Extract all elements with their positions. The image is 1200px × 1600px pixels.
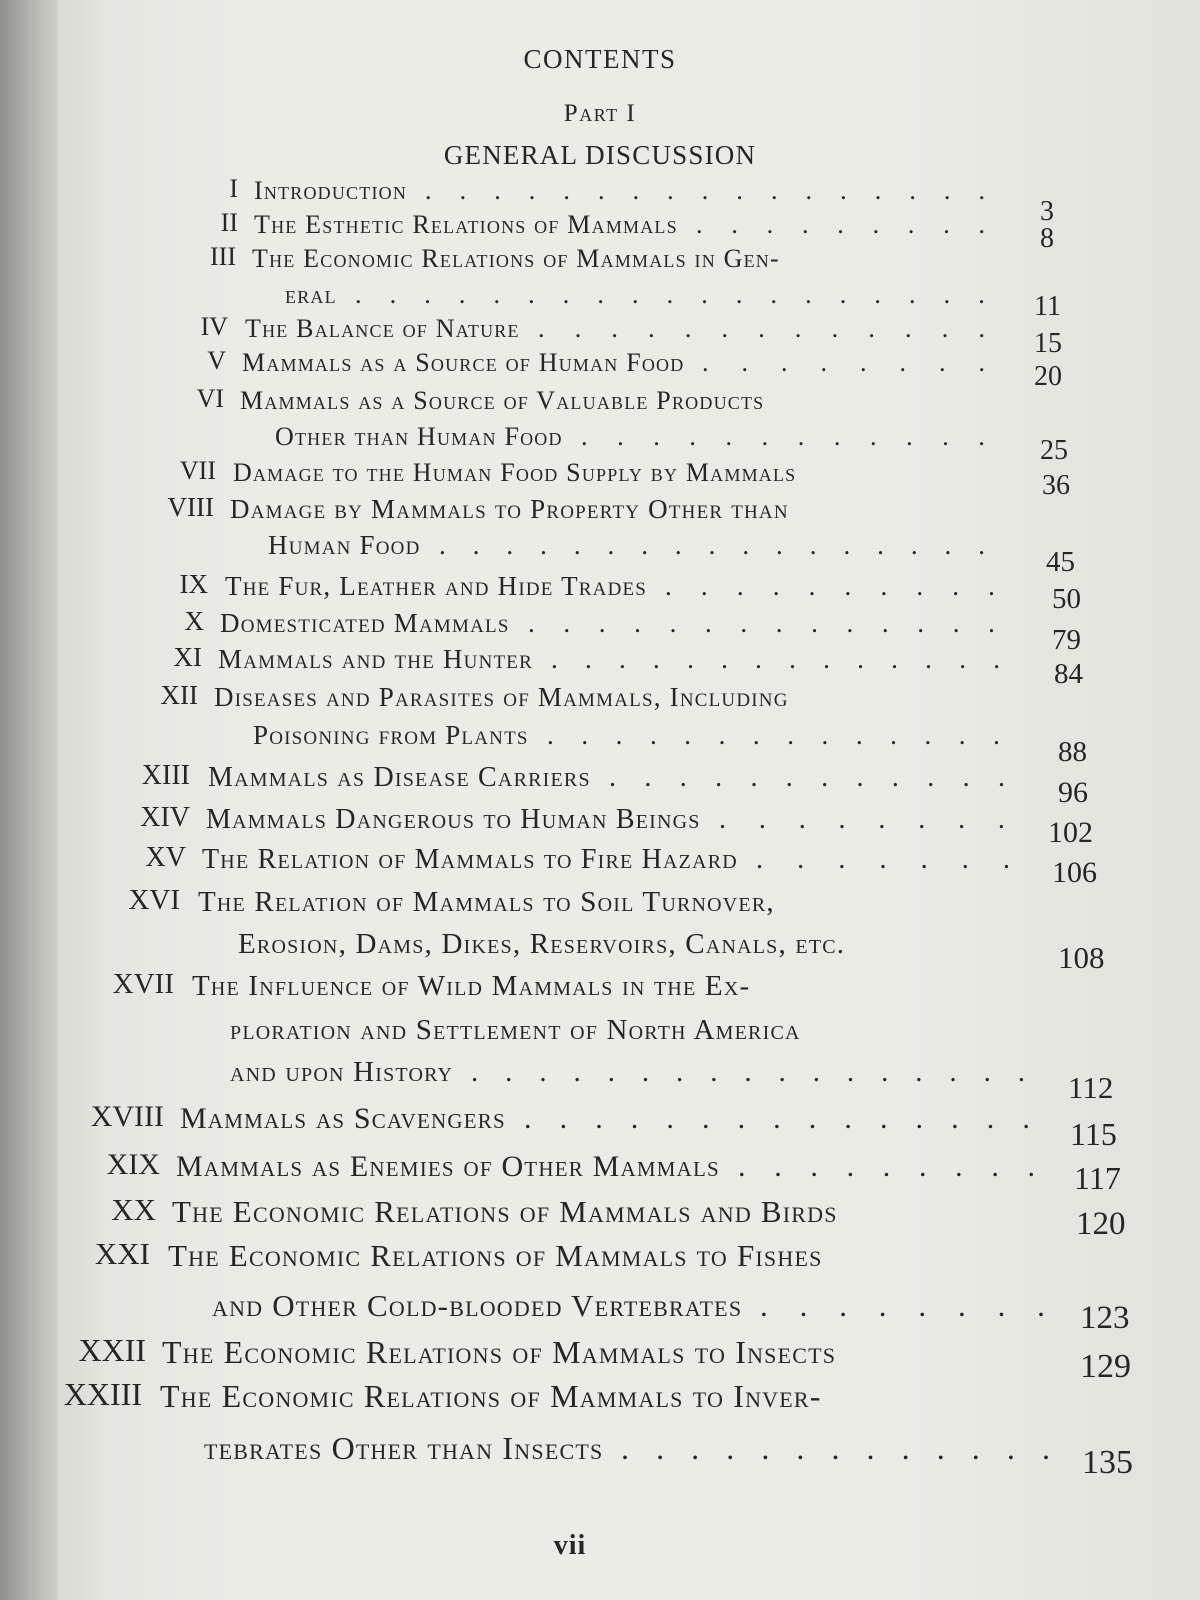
chapter-numeral: XXI xyxy=(94,1236,150,1271)
chapter-numeral: XV xyxy=(145,842,186,873)
chapter-numeral: III xyxy=(210,242,236,271)
chapter-numeral: XXIII xyxy=(63,1376,142,1412)
chapter-title: The Economic Relations of Mammals to Insects xyxy=(162,1334,837,1370)
leader-dots: . . . . . . . . . . . . . . xyxy=(551,644,1000,674)
leader-dots: . . . . . . . . xyxy=(702,348,985,377)
chapter-title-continuation: Erosion, Dams, Dikes, Reservoirs, Canals, etc. xyxy=(238,928,846,960)
chapter-title: Mammals as a Source of Valuable Products xyxy=(240,386,765,415)
page-number: 106 xyxy=(1052,856,1097,889)
leader-dots: . . . . . . . . . . . . xyxy=(609,762,1005,793)
page-number: 123 xyxy=(1080,1300,1130,1336)
chapter-numeral: XVII xyxy=(112,968,174,1000)
chapter-title: The Economic Relations of Mammals to Inver- xyxy=(160,1378,822,1414)
chapter-numeral: XIX xyxy=(106,1148,160,1181)
page-number: 120 xyxy=(1076,1206,1126,1242)
page-number: 36 xyxy=(1042,470,1070,501)
chapter-title: The Relation of Mammals to Fire Hazard xyxy=(202,844,738,875)
page-number: 8 xyxy=(1040,223,1054,254)
chapter-title: Damage to the Human Food Supply by Mammals xyxy=(233,458,797,487)
page-folio: vii xyxy=(553,1530,587,1561)
leader-dots: . . . . . . . . . . . . . . . . . . . xyxy=(355,280,985,309)
leader-dots: . . . . . . . . . . . . . . . . . xyxy=(439,530,985,560)
chapter-title: The Esthetic Relations of Mammals xyxy=(254,210,678,239)
chapter-numeral: X xyxy=(184,606,204,636)
page-number: 129 xyxy=(1080,1348,1131,1385)
chapter-numeral: XI xyxy=(173,642,202,672)
page-title: CONTENTS xyxy=(523,44,677,74)
chapter-title-continuation: ploration and Settlement of North America xyxy=(230,1014,801,1046)
chapter-title: The Economic Relations of Mammals and Birds xyxy=(172,1194,838,1229)
chapter-numeral: XXII xyxy=(78,1332,146,1368)
leader-dots: . . . . . . . . . xyxy=(696,210,985,239)
chapter-title: Damage by Mammals to Property Other than xyxy=(230,494,789,524)
page-number: 117 xyxy=(1074,1160,1121,1196)
leader-dots: . . . . . . . . . . . . xyxy=(581,422,985,451)
leader-dots: . . . . . . . . . . . . . . . . . xyxy=(471,1056,1025,1088)
chapter-title: Mammals Dangerous to Human Beings xyxy=(206,804,701,835)
chapter-title: Domesticated Mammals xyxy=(220,608,510,638)
chapter-numeral: IX xyxy=(179,569,208,599)
leader-dots: . . . . . . . . . . . . . . . xyxy=(524,1102,1030,1135)
leader-dots: . . . . . . . . . . . . . . xyxy=(547,720,1000,750)
page-number: 135 xyxy=(1082,1444,1133,1481)
chapter-numeral: I xyxy=(229,174,238,203)
page-number: 45 xyxy=(1046,546,1075,578)
leader-dots: . . . . . . . . . . . . . . xyxy=(528,608,995,638)
section-title: GENERAL DISCUSSION xyxy=(443,140,757,170)
chapter-title-continuation: Other than Human Food xyxy=(275,422,563,451)
leader-dots: . . . . . . . . . xyxy=(738,1150,1035,1183)
leader-dots: . . . . . . . . . . . . . xyxy=(621,1430,1050,1466)
page-number: 112 xyxy=(1068,1070,1114,1105)
chapter-numeral: IV xyxy=(200,312,228,341)
page-number: 79 xyxy=(1052,624,1081,656)
chapter-numeral: II xyxy=(220,208,238,237)
chapter-numeral: XIII xyxy=(141,760,190,791)
chapter-title-continuation: tebrates Other than Insects xyxy=(204,1430,604,1466)
page-number: 15 xyxy=(1034,328,1062,359)
chapter-title: Introduction xyxy=(254,176,408,205)
chapter-title: The Economic Relations of Mammals in Gen- xyxy=(252,244,780,273)
chapter-numeral: VI xyxy=(196,384,224,413)
leader-dots: . . . . . . . xyxy=(756,844,1010,875)
leader-dots: . . . . . . . . . . xyxy=(665,571,995,601)
page-number: 50 xyxy=(1052,583,1081,615)
page-number: 11 xyxy=(1034,291,1061,322)
chapter-title: The Relation of Mammals to Soil Turnover, xyxy=(198,886,775,918)
chapter-title: The Economic Relations of Mammals to Fishes xyxy=(168,1238,823,1273)
chapter-numeral: XX xyxy=(111,1192,156,1227)
chapter-title: Mammals as Scavengers xyxy=(180,1102,506,1135)
part-label: Part I xyxy=(563,100,637,127)
chapter-title: Mammals as Enemies of Other Mammals xyxy=(176,1150,720,1183)
chapter-numeral: XIV xyxy=(140,802,190,833)
page-number: 102 xyxy=(1048,816,1093,849)
page-number: 108 xyxy=(1058,940,1105,975)
chapter-title: Mammals as a Source of Human Food xyxy=(242,348,685,377)
page-number: 96 xyxy=(1058,776,1088,809)
leader-dots: . . . . . . . . xyxy=(760,1288,1045,1323)
chapter-title: The Influence of Wild Mammals in the Ex- xyxy=(192,970,751,1002)
chapter-title-continuation: Human Food xyxy=(268,530,421,560)
leader-dots: . . . . . . . . . . . . . xyxy=(538,314,985,343)
chapter-title: The Balance of Nature xyxy=(245,314,520,343)
chapter-title-continuation: eral xyxy=(285,280,337,309)
chapter-title: Diseases and Parasites of Mammals, Including xyxy=(214,682,789,712)
chapter-numeral: XVI xyxy=(128,884,180,916)
chapter-numeral: V xyxy=(207,346,226,375)
chapter-title: The Fur, Leather and Hide Trades xyxy=(225,571,648,601)
page-number: 25 xyxy=(1040,435,1068,466)
leader-dots: . . . . . . . . xyxy=(719,804,1005,835)
chapter-numeral: XII xyxy=(160,680,198,710)
page-number: 3 xyxy=(1040,196,1054,227)
chapter-numeral: XVIII xyxy=(90,1100,164,1133)
page-number: 20 xyxy=(1034,361,1062,392)
chapter-title-continuation: and Other Cold-blooded Vertebrates xyxy=(212,1288,743,1323)
chapter-numeral: VII xyxy=(179,456,216,485)
page-number: 115 xyxy=(1070,1116,1117,1152)
chapter-title-continuation: and upon History xyxy=(230,1056,454,1088)
chapter-title: Mammals as Disease Carriers xyxy=(208,762,591,793)
leader-dots: . . . . . . . . . . . . . . . . . xyxy=(425,176,985,205)
page-number: 84 xyxy=(1054,658,1083,690)
chapter-numeral: VIII xyxy=(167,492,214,522)
chapter-title-continuation: Poisoning from Plants xyxy=(253,720,529,750)
chapter-title: Mammals and the Hunter xyxy=(218,644,533,674)
page-number: 88 xyxy=(1058,736,1087,768)
